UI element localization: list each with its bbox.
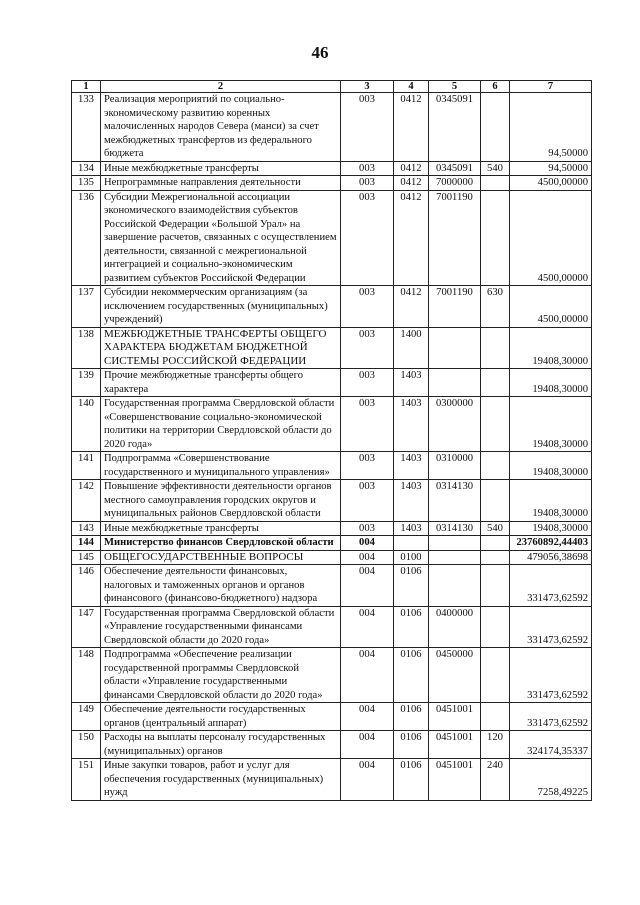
row-amount: 4500,00000 (510, 176, 592, 191)
row-expense-type (481, 369, 510, 397)
row-description: Субсидии некоммерческим организациям (за исключением государственных (муниципальных) учреждений) (101, 286, 341, 328)
row-description: Обеспечение деятельности государственных органов (центральный аппарат) (101, 703, 341, 731)
header-col-1: 1 (72, 81, 101, 93)
row-expense-type (481, 176, 510, 191)
row-ministry-code: 003 (341, 286, 394, 328)
row-section-code: 0106 (394, 703, 429, 731)
header-col-2: 2 (101, 81, 341, 93)
row-expense-type (481, 648, 510, 703)
row-target-code: 0400000 (429, 606, 481, 648)
row-target-code: 0314130 (429, 521, 481, 536)
row-number: 137 (72, 286, 101, 328)
table-row (72, 161, 592, 176)
row-expense-type (481, 190, 510, 286)
table-header-row (72, 81, 592, 93)
row-amount: 331473,62592 (510, 703, 592, 731)
row-section-code: 1403 (394, 397, 429, 452)
table-row (72, 759, 592, 801)
row-target-code: 0310000 (429, 452, 481, 480)
table-row (72, 536, 592, 551)
table-row (72, 397, 592, 452)
row-expense-type: 240 (481, 759, 510, 801)
row-target-code: 0314130 (429, 480, 481, 522)
row-amount: 19408,30000 (510, 521, 592, 536)
row-description: Иные межбюджетные трансферты (101, 521, 341, 536)
row-amount: 19408,30000 (510, 452, 592, 480)
table-row (72, 190, 592, 286)
row-expense-type (481, 703, 510, 731)
page-number: 46 (311, 43, 329, 62)
table-row (72, 93, 592, 162)
row-expense-type: 630 (481, 286, 510, 328)
row-expense-type (481, 93, 510, 162)
table-row (72, 369, 592, 397)
row-number: 138 (72, 327, 101, 369)
row-amount: 331473,62592 (510, 565, 592, 607)
row-description: Подпрограмма «Совершенствование государственного и муниципального управления» (101, 452, 341, 480)
row-ministry-code: 004 (341, 606, 394, 648)
row-expense-type: 540 (481, 521, 510, 536)
row-expense-type (481, 480, 510, 522)
header-col-7: 7 (510, 81, 592, 93)
table-row (72, 703, 592, 731)
row-number: 149 (72, 703, 101, 731)
row-description: ОБЩЕГОСУДАРСТВЕННЫЕ ВОПРОСЫ (101, 550, 341, 565)
row-number: 146 (72, 565, 101, 607)
header-col-3: 3 (341, 81, 394, 93)
table-row (72, 606, 592, 648)
row-target-code: 0451001 (429, 759, 481, 801)
row-target-code (429, 369, 481, 397)
row-target-code (429, 565, 481, 607)
table-row (72, 565, 592, 607)
row-ministry-code: 004 (341, 648, 394, 703)
row-section-code: 1403 (394, 452, 429, 480)
row-description: Государственная программа Свердловской области «Управление государственными финансами Свердловской области до 2020 года» (101, 606, 341, 648)
row-section-code: 0106 (394, 648, 429, 703)
row-section-code: 0106 (394, 759, 429, 801)
row-amount: 331473,62592 (510, 648, 592, 703)
row-ministry-code: 004 (341, 565, 394, 607)
row-target-code: 0300000 (429, 397, 481, 452)
row-section-code: 0106 (394, 731, 429, 759)
row-section-code: 1400 (394, 327, 429, 369)
row-ministry-code: 004 (341, 759, 394, 801)
row-ministry-code: 003 (341, 452, 394, 480)
row-description: Государственная программа Свердловской области «Совершенствование социально-экономической политики на территории Свердловской области до 2020 года» (101, 397, 341, 452)
row-number: 143 (72, 521, 101, 536)
table-row (72, 480, 592, 522)
row-description: Обеспечение деятельности финансовых, налоговых и таможенных органов и органов финансового (финансово-бюджетного) надзора (101, 565, 341, 607)
table-row (72, 648, 592, 703)
row-expense-type (481, 452, 510, 480)
row-section-code: 0100 (394, 550, 429, 565)
row-number: 140 (72, 397, 101, 452)
table-row (72, 176, 592, 191)
row-description: Иные закупки товаров, работ и услуг для обеспечения государственных (муниципальных) нужд (101, 759, 341, 801)
row-amount: 479056,38698 (510, 550, 592, 565)
row-expense-type (481, 606, 510, 648)
row-description: Министерство финансов Свердловской области (101, 536, 341, 551)
row-expense-type: 120 (481, 731, 510, 759)
table-row (72, 550, 592, 565)
table-row (72, 327, 592, 369)
row-amount: 4500,00000 (510, 190, 592, 286)
row-target-code: 0345091 (429, 161, 481, 176)
row-target-code: 7001190 (429, 286, 481, 328)
row-ministry-code: 003 (341, 369, 394, 397)
row-target-code: 7000000 (429, 176, 481, 191)
header-col-4: 4 (394, 81, 429, 93)
row-expense-type (481, 565, 510, 607)
row-target-code (429, 327, 481, 369)
row-target-code (429, 550, 481, 565)
row-amount: 4500,00000 (510, 286, 592, 328)
row-amount: 94,50000 (510, 161, 592, 176)
row-description: Повышение эффективности деятельности органов местного самоуправления городских округов и муниципальных районов Свердловской области (101, 480, 341, 522)
row-description: МЕЖБЮДЖЕТНЫЕ ТРАНСФЕРТЫ ОБЩЕГО ХАРАКТЕРА БЮДЖЕТАМ БЮДЖЕТНОЙ СИСТЕМЫ РОССИЙСКОЙ ФЕДЕРАЦИИ (101, 327, 341, 369)
row-number: 145 (72, 550, 101, 565)
row-section-code: 0412 (394, 176, 429, 191)
row-ministry-code: 003 (341, 161, 394, 176)
row-description: Иные межбюджетные трансферты (101, 161, 341, 176)
row-number: 144 (72, 536, 101, 551)
row-amount: 19408,30000 (510, 327, 592, 369)
table-row (72, 452, 592, 480)
row-amount: 7258,49225 (510, 759, 592, 801)
row-ministry-code: 004 (341, 703, 394, 731)
row-ministry-code: 004 (341, 731, 394, 759)
row-ministry-code: 003 (341, 521, 394, 536)
row-target-code: 0451001 (429, 731, 481, 759)
table-row (72, 521, 592, 536)
row-description: Расходы на выплаты персоналу государственных (муниципальных) органов (101, 731, 341, 759)
row-amount: 19408,30000 (510, 397, 592, 452)
row-expense-type: 540 (481, 161, 510, 176)
row-ministry-code: 004 (341, 536, 394, 551)
row-section-code: 1403 (394, 521, 429, 536)
row-section-code: 0106 (394, 606, 429, 648)
row-section-code (394, 536, 429, 551)
row-amount: 331473,62592 (510, 606, 592, 648)
row-number: 147 (72, 606, 101, 648)
row-section-code: 1403 (394, 480, 429, 522)
row-number: 150 (72, 731, 101, 759)
row-expense-type (481, 536, 510, 551)
row-ministry-code: 003 (341, 480, 394, 522)
row-section-code: 0412 (394, 93, 429, 162)
row-number: 136 (72, 190, 101, 286)
row-ministry-code: 004 (341, 550, 394, 565)
row-section-code: 0412 (394, 190, 429, 286)
row-ministry-code: 003 (341, 397, 394, 452)
row-ministry-code: 003 (341, 327, 394, 369)
row-description: Непрограммные направления деятельности (101, 176, 341, 191)
row-section-code: 0106 (394, 565, 429, 607)
row-target-code: 0450000 (429, 648, 481, 703)
row-number: 139 (72, 369, 101, 397)
row-ministry-code: 003 (341, 190, 394, 286)
row-amount: 324174,35337 (510, 731, 592, 759)
row-description: Прочие межбюджетные трансферты общего характера (101, 369, 341, 397)
row-ministry-code: 003 (341, 93, 394, 162)
budget-table (71, 80, 592, 801)
row-number: 134 (72, 161, 101, 176)
header-col-5: 5 (429, 81, 481, 93)
row-number: 135 (72, 176, 101, 191)
row-number: 133 (72, 93, 101, 162)
row-section-code: 0412 (394, 286, 429, 328)
row-amount: 23760892,44403 (510, 536, 592, 551)
row-expense-type (481, 550, 510, 565)
row-section-code: 0412 (394, 161, 429, 176)
row-amount: 94,50000 (510, 93, 592, 162)
row-target-code: 0451001 (429, 703, 481, 731)
row-description: Реализация мероприятий по социально-экономическому развитию коренных малочисленных народов Севера (манси) за счет межбюджетных трансфертов из федерального бюджета (101, 93, 341, 162)
row-expense-type (481, 397, 510, 452)
row-number: 142 (72, 480, 101, 522)
row-number: 141 (72, 452, 101, 480)
row-amount: 19408,30000 (510, 480, 592, 522)
row-amount: 19408,30000 (510, 369, 592, 397)
row-target-code: 0345091 (429, 93, 481, 162)
row-number: 151 (72, 759, 101, 801)
row-description: Субсидии Межрегиональной ассоциации экономического взаимодействия субъектов Российской Федерации «Большой Урал» на завершение расчетов, связанных с осуществлением деятельности, связанной с межрегиональной интеграцией и социально-экономическим развитием субъектов Российской Федерации (101, 190, 341, 286)
header-col-6: 6 (481, 81, 510, 93)
row-ministry-code: 003 (341, 176, 394, 191)
row-expense-type (481, 327, 510, 369)
row-target-code: 7001190 (429, 190, 481, 286)
table-row (72, 286, 592, 328)
row-target-code (429, 536, 481, 551)
table-row (72, 731, 592, 759)
row-number: 148 (72, 648, 101, 703)
row-description: Подпрограмма «Обеспечение реализации государственной программы Свердловской области «Управление государственными финансами Свердловской области до 2020 года» (101, 648, 341, 703)
row-section-code: 1403 (394, 369, 429, 397)
